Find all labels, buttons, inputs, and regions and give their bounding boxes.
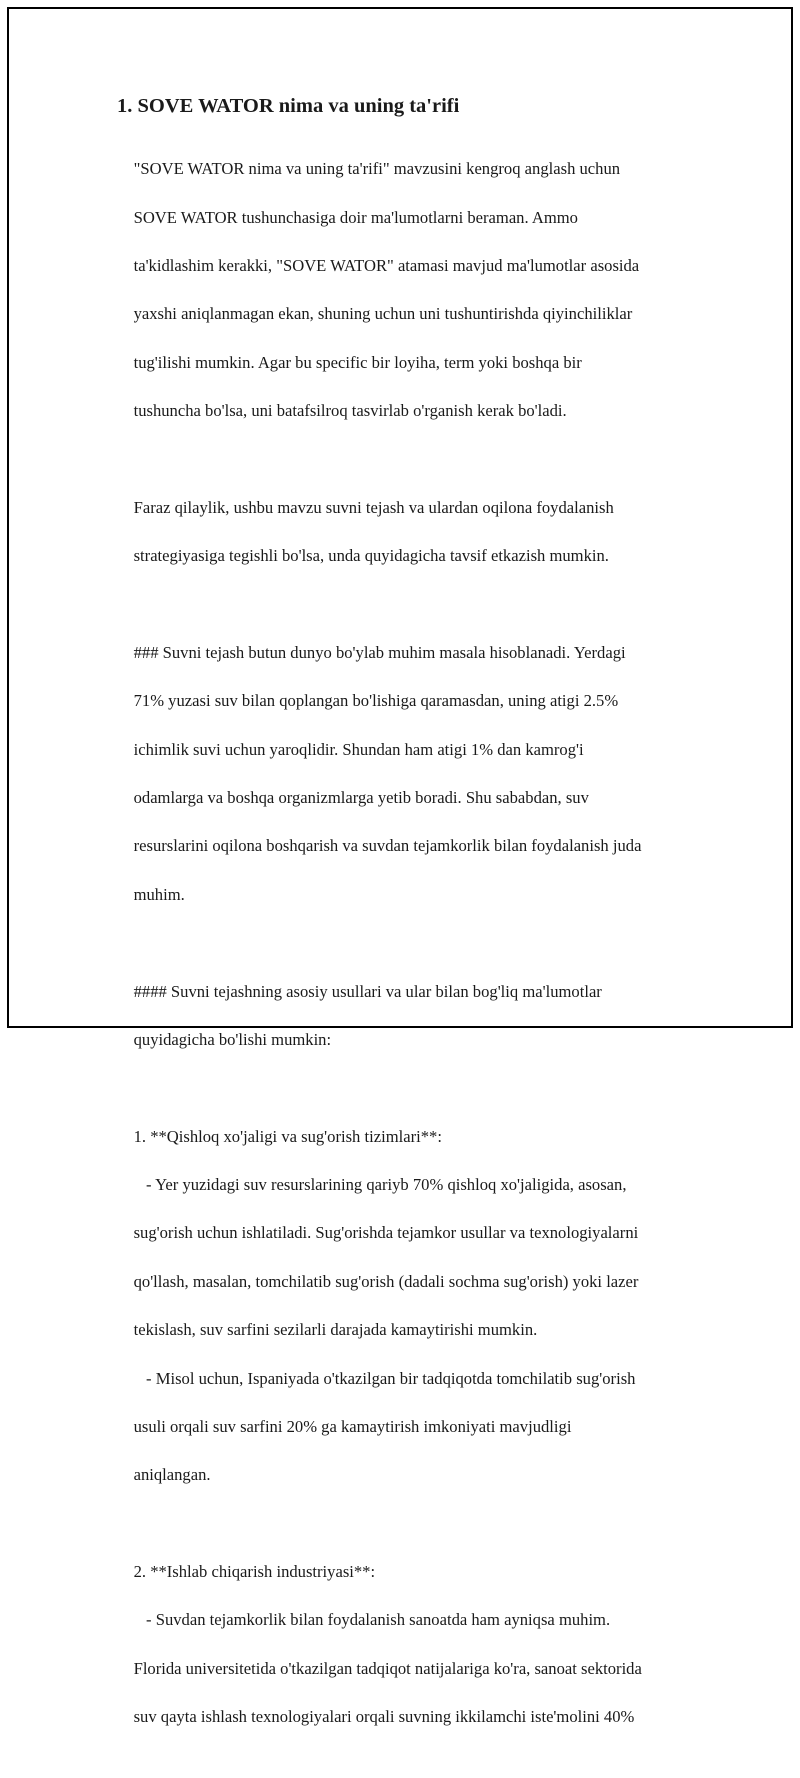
text-line: qo'llash, masalan, tomchilatib sug'orish (dadali sochma sug'orish) yoki lazer <box>133 1271 639 1291</box>
section-heading: 1. SOVE WATOR nima va uning ta'rifi <box>117 95 460 117</box>
list-item-industry <box>117 1536 697 1754</box>
paragraph-assumption <box>117 472 697 593</box>
text-line: #### Suvni tejashning asosiy usullari va ular bilan bog'liq ma'lumotlar <box>133 981 602 1001</box>
text-line: - Yer yuzidagi suv resurslarining qariyb 70% qishloq xo'jaligida, asosan, <box>133 1174 627 1194</box>
paragraph-methods-intro <box>117 955 697 1076</box>
text-line: tushuncha bo'lsa, uni batafsilroq tasvirlab o'rganish kerak bo'ladi. <box>133 401 567 421</box>
text-line: - Suvdan tejamkorlik bilan foydalanish sanoatda ham ayniqsa muhim. <box>133 1610 611 1630</box>
document-body <box>117 93 697 1778</box>
text-line: - Misol uchun, Ispaniyada o'tkazilgan bir tadqiqotda tomchilatib sug'orish <box>133 1368 636 1388</box>
text-line: tug'ilishi mumkin. Agar bu specific bir loyiha, term yoki boshqa bir <box>133 352 582 372</box>
text-line: usuli orqali suv sarfini 20% ga kamaytirish imkoniyati mavjudligi <box>133 1416 572 1436</box>
text-line: ta'kidlashim kerakki, "SOVE WATOR" atamasi mavjud ma'lumotlar asosida <box>133 256 640 276</box>
text-line: 1. **Qishloq xo'jaligi va sug'orish tizimlari**: <box>133 1126 442 1146</box>
text-line: resurslarini oqilona boshqarish va suvdan tejamkorlik bilan foydalanish juda <box>133 836 642 856</box>
text-line: ichimlik suvi uchun yaroqlidir. Shundan ham atigi 1% dan kamrog'i <box>133 739 584 759</box>
text-line: Faraz qilaylik, ushbu mavzu suvni tejash va ulardan oqilona foydalanish <box>133 497 614 517</box>
paragraph-intro <box>117 133 697 448</box>
text-line: muhim. <box>133 884 185 904</box>
text-line: tekislash, suv sarfini sezilarli darajada kamaytirishi mumkin. <box>133 1320 538 1340</box>
text-line: aniqlangan. <box>133 1465 211 1485</box>
list-item-agriculture <box>117 1100 697 1511</box>
text-line: 71% yuzasi suv bilan qoplangan bo'lishiga qaramasdan, uning atigi 2.5% <box>133 691 619 711</box>
text-line: yaxshi aniqlanmagan ekan, shuning uchun uni tushuntirishda qiyinchiliklar <box>133 304 633 324</box>
text-line: SOVE WATOR tushunchasiga doir ma'lumotlarni beraman. Ammo <box>133 207 578 227</box>
text-line: sug'orish uchun ishlatiladi. Sug'orishda tejamkor usullar va texnologiyalarni <box>133 1223 639 1243</box>
text-line: Florida universitetida o'tkazilgan tadqiqot natijalariga ko'ra, sanoat sektorida <box>133 1658 642 1678</box>
text-line: suv qayta ishlash texnologiyalari orqali suvning ikkilamchi iste'molini 40% <box>133 1707 635 1727</box>
text-line: 2. **Ishlab chiqarish industriyasi**: <box>133 1561 376 1581</box>
text-line: odamlarga va boshqa organizmlarga yetib boradi. Shu sababdan, suv <box>133 788 589 808</box>
paragraph-water-saving <box>117 617 697 932</box>
text-line: "SOVE WATOR nima va uning ta'rifi" mavzusini kengroq anglash uchun <box>133 159 621 179</box>
text-line: quyidagicha bo'lishi mumkin: <box>133 1029 332 1049</box>
text-line: ### Suvni tejash butun dunyo bo'ylab muhim masala hisoblanadi. Yerdagi <box>133 642 626 662</box>
text-line: strategiyasiga tegishli bo'lsa, unda quyidagicha tavsif etkazish mumkin. <box>133 546 609 566</box>
